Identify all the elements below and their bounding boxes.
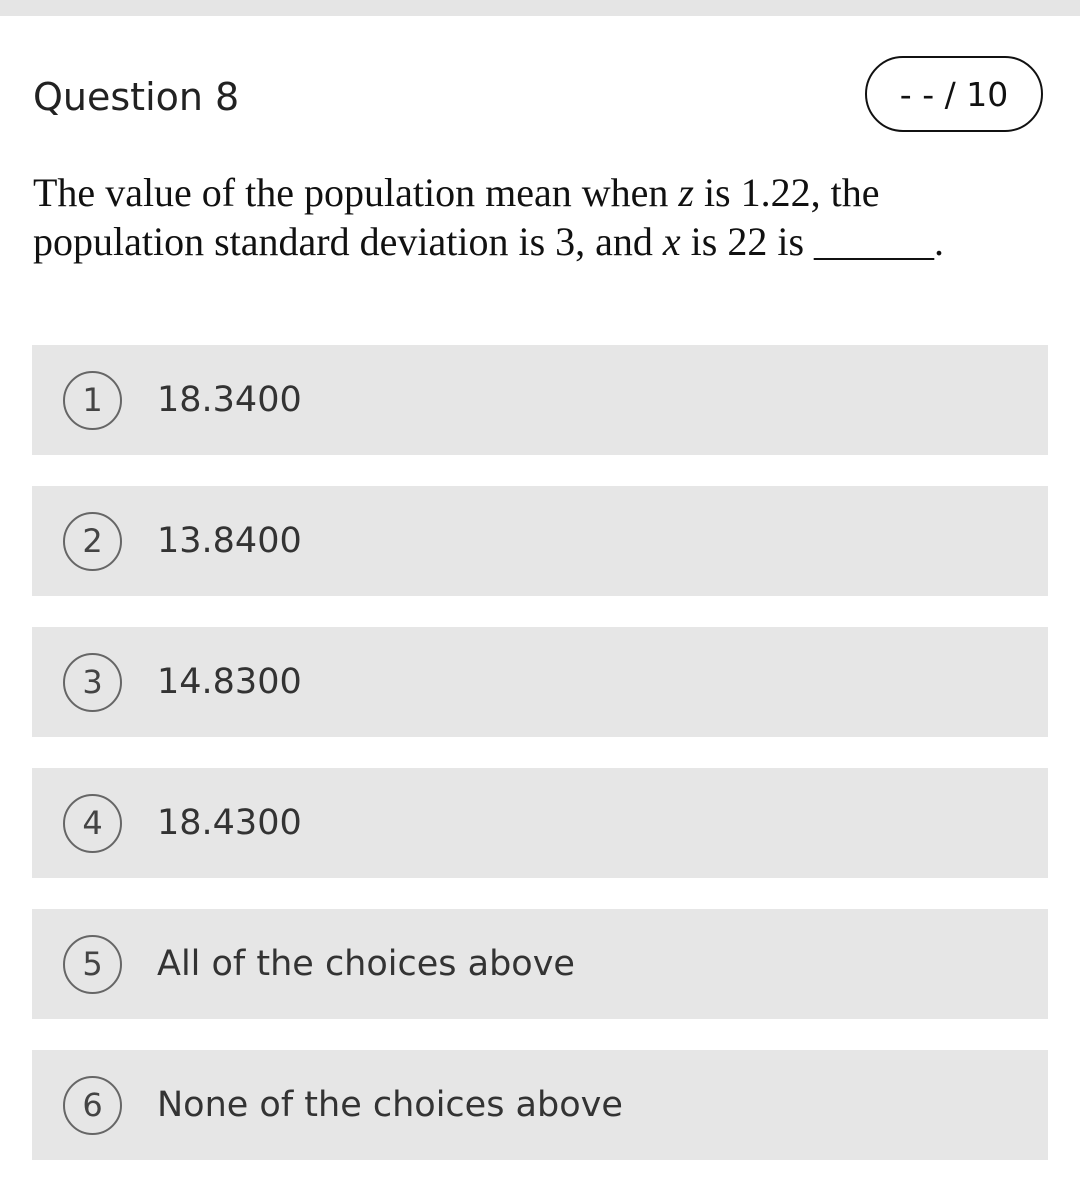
option-number-badge: 6 — [63, 1076, 122, 1135]
question-title: Question 8 — [33, 75, 240, 119]
option-label: 13.8400 — [157, 521, 302, 561]
option-number-badge: 2 — [63, 512, 122, 571]
option-number-badge: 4 — [63, 794, 122, 853]
question-text-part: The value of the population mean when — [33, 170, 679, 215]
answer-option-6[interactable] — [32, 1050, 1048, 1160]
answer-option-2[interactable] — [32, 486, 1048, 596]
top-bar — [0, 0, 1080, 16]
question-text-part: is 22 is ______. — [680, 219, 945, 264]
score-badge: - - / 10 — [865, 56, 1043, 132]
answer-options — [32, 345, 1048, 1191]
option-label: 14.8300 — [157, 662, 302, 702]
option-label: 18.4300 — [157, 803, 302, 843]
option-number-badge: 5 — [63, 935, 122, 994]
question-text-part: is 1.22, the population standard deviation is 3, and — [33, 170, 880, 264]
variable-x: x — [662, 219, 681, 264]
answer-option-3[interactable] — [32, 627, 1048, 737]
answer-option-4[interactable] — [32, 768, 1048, 878]
answer-option-1[interactable] — [32, 345, 1048, 455]
question-text — [33, 168, 1033, 266]
variable-z: z — [678, 170, 694, 215]
answer-option-5[interactable] — [32, 909, 1048, 1019]
option-number-badge: 3 — [63, 653, 122, 712]
option-label: None of the choices above — [157, 1085, 623, 1125]
option-number-badge: 1 — [63, 371, 122, 430]
option-label: All of the choices above — [157, 944, 575, 984]
option-label: 18.3400 — [157, 380, 302, 420]
